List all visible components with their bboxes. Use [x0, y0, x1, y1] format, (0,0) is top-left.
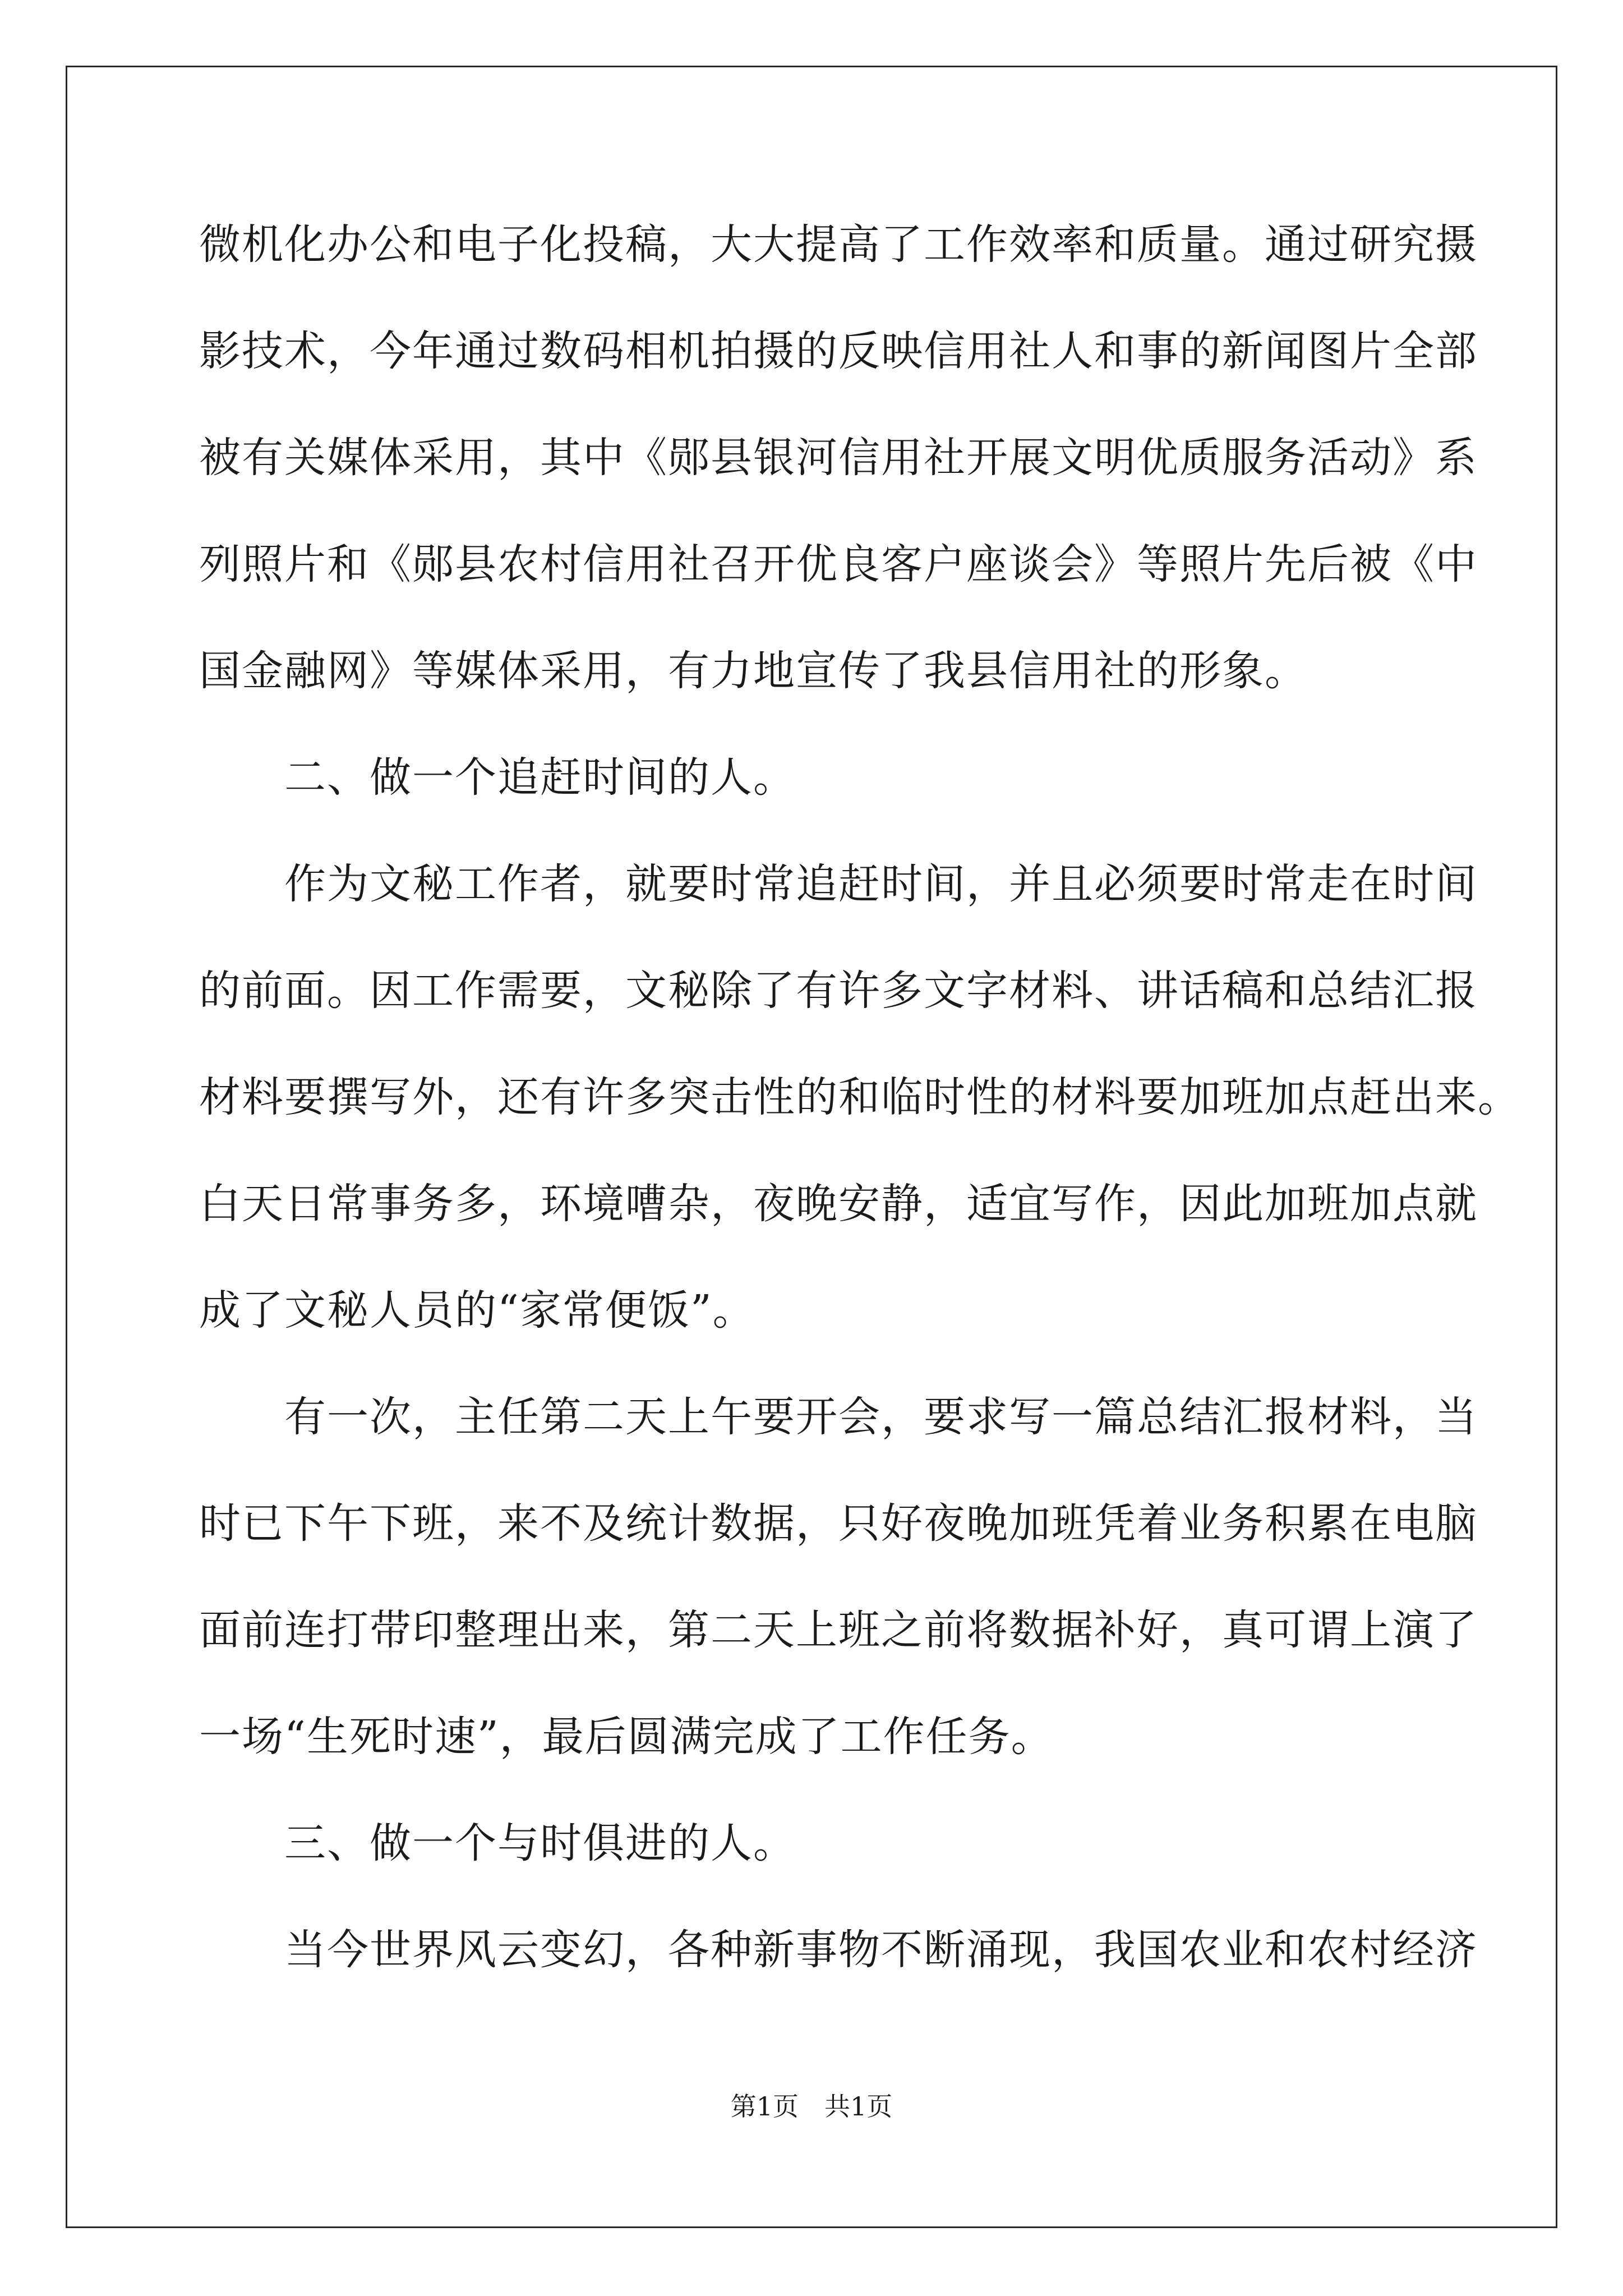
body-text-line: 的前面。因工作需要，文秘除了有许多文字材料、讲话稿和总结汇报 [199, 967, 1478, 1015]
section-heading: 三、做一个与时俱进的人。 [199, 1819, 796, 1867]
section-heading: 二、做一个追赶时间的人。 [199, 753, 796, 802]
page-footer: 第1页 共1页 [730, 2091, 893, 2122]
body-text-line: 面前连打带印整理出来，第二天上班之前将数据补好，真可谓上演了 [199, 1606, 1478, 1654]
body-text-line: 国金融网》等媒体采用，有力地宣传了我县信用社的形象。 [199, 647, 1307, 695]
body-text-line: 微机化办公和电子化投稿，大大提高了工作效率和质量。通过研究摄 [199, 220, 1478, 269]
body-text-line: 影技术，今年通过数码相机拍摄的反映信用社人和事的新闻图片全部 [199, 327, 1478, 375]
body-text-line: 有一次，主任第二天上午要开会，要求写一篇总结汇报材料，当 [199, 1393, 1478, 1441]
body-text-line: 成了文秘人员的“家常便饭”。 [199, 1286, 755, 1335]
body-text-line: 列照片和《郧县农村信用社召开优良客户座谈会》等照片先后被《中 [199, 540, 1478, 588]
body-text-line: 被有关媒体采用，其中《郧县银河信用社开展文明优质服务活动》系 [199, 434, 1478, 482]
body-text-line: 材料要撰写外，还有许多突击性的和临时性的材料要加班加点赶出来。 [199, 1073, 1520, 1121]
body-text-line: 一场“生死时速”，最后圆满完成了工作任务。 [199, 1713, 1054, 1761]
page-border [66, 66, 1557, 2228]
body-text-line: 时已下午下班，来不及统计数据，只好夜晚加班凭着业务积累在电脑 [199, 1499, 1478, 1548]
body-text-line: 白天日常事务多，环境嘈杂，夜晚安静，适宜写作，因此加班加点就 [199, 1180, 1478, 1228]
body-text-line: 作为文秘工作者，就要时常追赶时间，并且必须要时常走在时间 [199, 860, 1478, 908]
body-text-line: 当今世界风云变幻，各种新事物不断涌现，我国农业和农村经济 [199, 1926, 1478, 1974]
